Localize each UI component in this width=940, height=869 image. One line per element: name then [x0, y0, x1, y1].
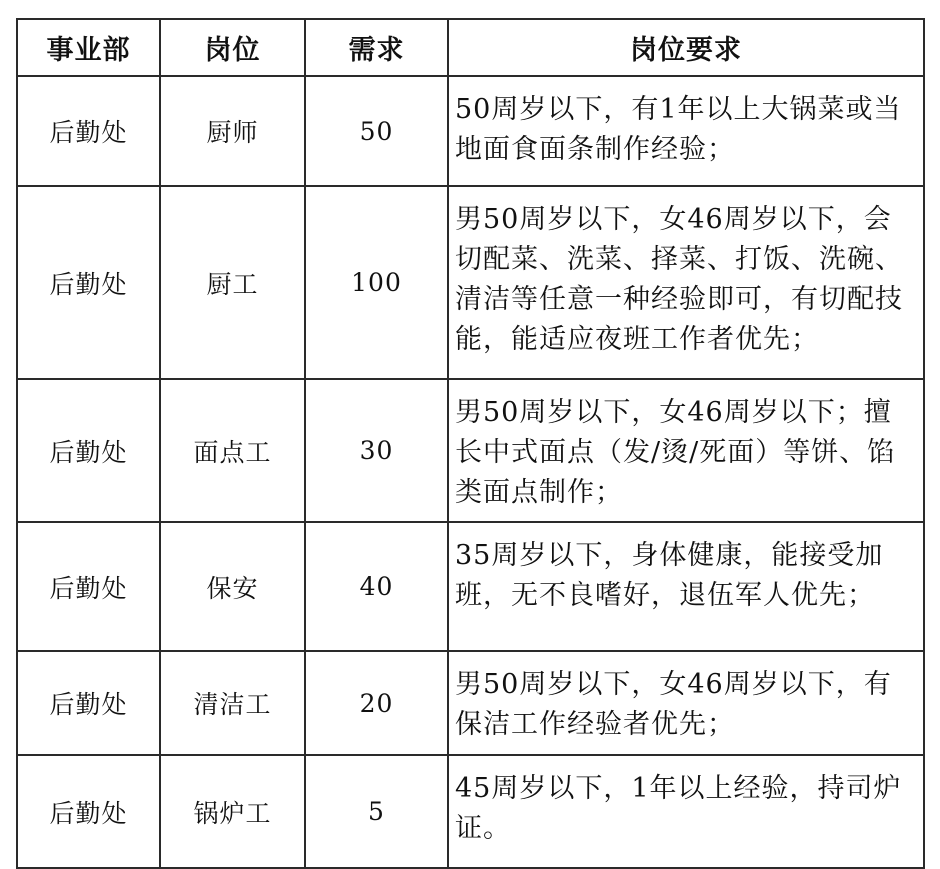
cell-position: 厨工 [160, 186, 305, 379]
cell-requirements: 35周岁以下，身体健康，能接受加班，无不良嗜好，退伍军人优先； [448, 522, 924, 651]
cell-dept: 后勤处 [17, 379, 160, 522]
recruitment-table [16, 18, 925, 869]
table-body [17, 76, 924, 868]
table-row [17, 76, 924, 186]
cell-requirements: 男50周岁以下，女46周岁以下，有保洁工作经验者优先； [448, 651, 924, 755]
cell-dept: 后勤处 [17, 522, 160, 651]
table-row [17, 651, 924, 755]
cell-requirements: 男50周岁以下，女46周岁以下；擅长中式面点（发/烫/死面）等饼、馅类面点制作； [448, 379, 924, 522]
table-header [17, 19, 924, 76]
cell-dept: 后勤处 [17, 186, 160, 379]
cell-demand: 40 [305, 522, 448, 651]
cell-demand: 20 [305, 651, 448, 755]
cell-position: 锅炉工 [160, 755, 305, 868]
cell-demand: 5 [305, 755, 448, 868]
cell-dept: 后勤处 [17, 76, 160, 186]
cell-dept: 后勤处 [17, 755, 160, 868]
cell-position: 面点工 [160, 379, 305, 522]
table-row [17, 379, 924, 522]
cell-dept: 后勤处 [17, 651, 160, 755]
table-row [17, 186, 924, 379]
cell-requirements: 45周岁以下，1年以上经验，持司炉证。 [448, 755, 924, 868]
header-dept: 事业部 [17, 19, 160, 76]
cell-demand: 30 [305, 379, 448, 522]
cell-position: 厨师 [160, 76, 305, 186]
header-requirements: 岗位要求 [448, 19, 924, 76]
cell-position: 清洁工 [160, 651, 305, 755]
table-row [17, 522, 924, 651]
header-demand: 需求 [305, 19, 448, 76]
header-position: 岗位 [160, 19, 305, 76]
cell-requirements: 50周岁以下，有1年以上大锅菜或当地面食面条制作经验； [448, 76, 924, 186]
table-row [17, 755, 924, 868]
header-row [17, 19, 924, 76]
cell-position: 保安 [160, 522, 305, 651]
cell-requirements: 男50周岁以下，女46周岁以下，会切配菜、洗菜、择菜、打饭、洗碗、清洁等任意一种经验即可，有切配技能，能适应夜班工作者优先； [448, 186, 924, 379]
cell-demand: 100 [305, 186, 448, 379]
cell-demand: 50 [305, 76, 448, 186]
